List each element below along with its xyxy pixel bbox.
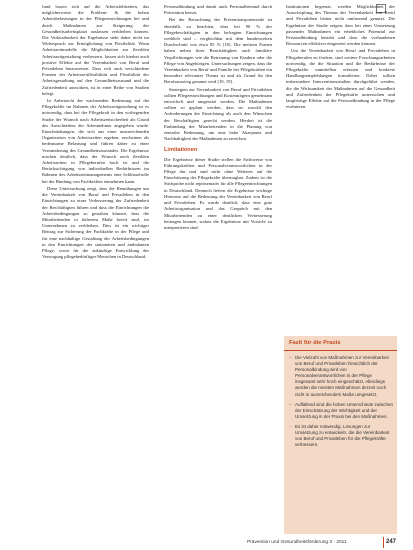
page-number: 247 [383, 537, 398, 548]
paragraph: In Anbetracht der wachsenden Bedeutung auf die Pflegekräfte im Rahmen der Arbeitszeitgestaltung ist es notwendig, dass bei der Pflegekraft in den vorliegenden Studie der Wunsch nach Arbeitszeitsicherheit als Grund des Ausscheidens der Arbeitnehmer angegeben wurde. Einschränkungen, die sich aus einer unzureichenden Organisation von Arbeitszeiten ergeben, erscheinen als bedeutsame Belastung und führen daher zu einer Verminderung des Gesundheitszustandes. Die Ergebnisse machen deutlich, dass der Wunsch nach flexiblen Arbeitszeiten in Pflegeberufen hoch ist und die Berücksichtigung von individuellen Bedürfnissen im Rahmen des Arbeitszeitmanagements eine Schlüsselrolle bei der Bindung von Fachkräften einnehmen kann. [42, 98, 149, 184]
paragraph: Diese Untersuchung zeigt, dass die Bemühungen um die Vereinbarkeit von Beruf und Privatleben in den Einrichtungen zu einer Verbesserung der Zufriedenheit der Beschäftigten führen und dass die Einrichtungen die Arbeitsbedingungen so gestalten können, dass die Mitarbeitenden in höherem Maße bereit sind, im Unternehmen zu verbleiben. Dies ist ein wichtiger Beitrag zur Sicherung der Fachkräfte in der Pflege und für eine nachhaltige Gestaltung der Arbeitsbedingungen in den Einrichtungen der stationären und ambulanten Pflege, sowie für die zukünftige Entwicklung der Versorgung pflegebedürftiger Menschen in Deutschland. [42, 185, 149, 260]
list-item-text: Auffallend sind die hohen Unterschiede zwischen der Einschätzung der Wichtigkeit und der Umsetzung in der Praxis bei den Maßnahmen. [295, 401, 393, 419]
dash-icon: – [289, 355, 292, 360]
practice-summary-title: Fazit für die Praxis [284, 336, 397, 351]
list-item-text: Die Vielzahl von Maßnahmen zur Vereinbarkeit von Beruf und Privatleben hinsichtlich der Personalbindung wird von Personalverantwortlichen in der Pflege insgesamt sehr hoch eingeschätzt. Allerdings werden die meisten Maßnahmen derzeit noch nicht in ausreichendem Maße umgesetzt. [295, 355, 389, 397]
dash-icon: – [289, 401, 292, 407]
text-column-3 [286, 4, 395, 111]
paragraph: Die Ergebnisse dieser Studie stellen die Sichtweise von Führungskräften und Personalverantwortlichen in der Pflege dar und sind nicht ohne Weiteres auf die Einschätzung der Pflegekräfte übertragbar. Zudem ist die Stichprobe nicht repräsentativ für alle Pflegeeinrichtungen in Deutschland. Dennoch liefern die Ergebnisse wichtige Hinweise auf die Bedeutung der Vereinbarkeit von Beruf und Privatleben. Es wurde deutlich, dass eine gute Arbeitsorganisation und das Gespräch mit den Mitarbeitenden zu einer deutlichen Verbesserung beitragen können, sodass die Ergebnisse mit Vorsicht zu interpretieren sind. [164, 156, 272, 230]
limitations-heading: Limitationen [164, 147, 198, 154]
list-item [289, 355, 393, 398]
paragraph: Strategien zur Vereinbarkeit von Beruf und Privatleben sollten Pflegeeinrichtungen und Kostenträgern gemeinsam entwickelt und umgesetzt werden. Die Maßnahmen sollten so geplant werden, dass sie sowohl den Anforderungen der Einrichtung als auch den Wünschen der Beschäftigten gerecht werden. Hierbei ist die Einbindung der Mitarbeitenden in die Planung von zentraler Bedeutung, um eine hohe Akzeptanz und Nachhaltigkeit der Maßnahmen zu erreichen. [164, 86, 272, 142]
list-item [289, 402, 393, 420]
practice-summary-list [284, 355, 397, 448]
text-column-2 [164, 4, 272, 232]
text-column-1 [42, 4, 149, 261]
paragraph: Um die Vereinbarkeit von Beruf und Privatleben in Pflegeberufen zu fördern, sind weitere Forschungsarbeiten notwendig, die die Situation und die Bedürfnisse der Pflegekräfte unmittelbar erfassen und konkrete Handlungsempfehlungen formulieren. Dabei sollten insbesondere Interventionsstudien durchgeführt werden, die die Wirksamkeit der Maßnahmen auf die Gesundheit und Zufriedenheit der Pflegekräfte untersuchen und langfristige Effekte auf die Personalbindung in der Pflege evaluieren. [286, 48, 395, 110]
paragraph: Institutionen begrenzt, werden Möglichkeiten der Ausschöpfung des Themas der Vereinbarkeit von Beruf und Privatleben bisher nicht umfassend genutzt. Die Ergebnisse der Studie zeigen, dass bei einer Umsetzung passender Maßnahmen ein erhebliches Potenzial zur Personalbindung besteht und dass die vorhandenen Ressourcen effektiver eingesetzt werden können. [286, 4, 395, 47]
list-item-text: Es ist daher notwendig, Lösungen zur Umsetzung zu entwickeln, die die Vereinbarkeit von Beruf und Privatleben für die Pflegekräfte verbessern. [295, 423, 390, 448]
list-item [289, 424, 393, 448]
paragraph: Personalbindung und damit auch Personalbestand durch Prävention besser. [164, 4, 272, 16]
practice-summary-box [284, 336, 397, 534]
dash-icon: – [289, 423, 292, 429]
journal-footer: Prävention und Gesundheitsförderung 3 · 2011 [247, 540, 347, 545]
paragraph: fund lassen sich auf die Arbeitsfehlzeiten, das möglicherweise die Problem- & die hohen Arbeitsbelastungen in der Pflegeeinrichtungen bei und durch Maßnahmen zur Steigerung der Gesundheitsarbeitsplatzt auslassen verbleiben können. Die Verkürzbarkeit der Ergebnisse steht daher nicht im Widerspruch zur Ermöglichung von Flexibilität. Wenn Arbeitszeitmodelle die Möglichkeiten zur flexiblen Arbeitszeitgestaltung verbessern, lassen sich hierbei auch positive Effekte auf die Vereinbarkeit von Beruf und Privatleben hinzuweisen. Dass sich auch verschiedene Formen der Arbeitszeitflexibilität und Flexibilität der Arbeitsgestaltung auf den Gesundheitszustand und die Zufriedenheit auswirken, ist in einer Reihe von Studien belegt. [42, 4, 149, 96]
paragraph: Bei der Betrachtung der Präventionspotenziale ist ebenfalls zu beachten, dass bei 90 % der Pflegebeschäftigten in den befragten Einrichtungen weiblich sind – vergleichbar mit dem bundesweiten Durchschnitt von etwa 85 % [18]. Die meisten Frauen haben neben ihrer Berufstätigkeit auch familiäre Verpflichtungen wie die Betreuung von Kindern oder die Pflege von Angehörigen. Untersuchungen zeigen, dass die Vereinbarkeit von Beruf und Familie bei Pflegekräften ein besonders relevantes Thema ist und als Grund für den Berufsausstieg genannt wird [10, 19]. [164, 17, 272, 85]
